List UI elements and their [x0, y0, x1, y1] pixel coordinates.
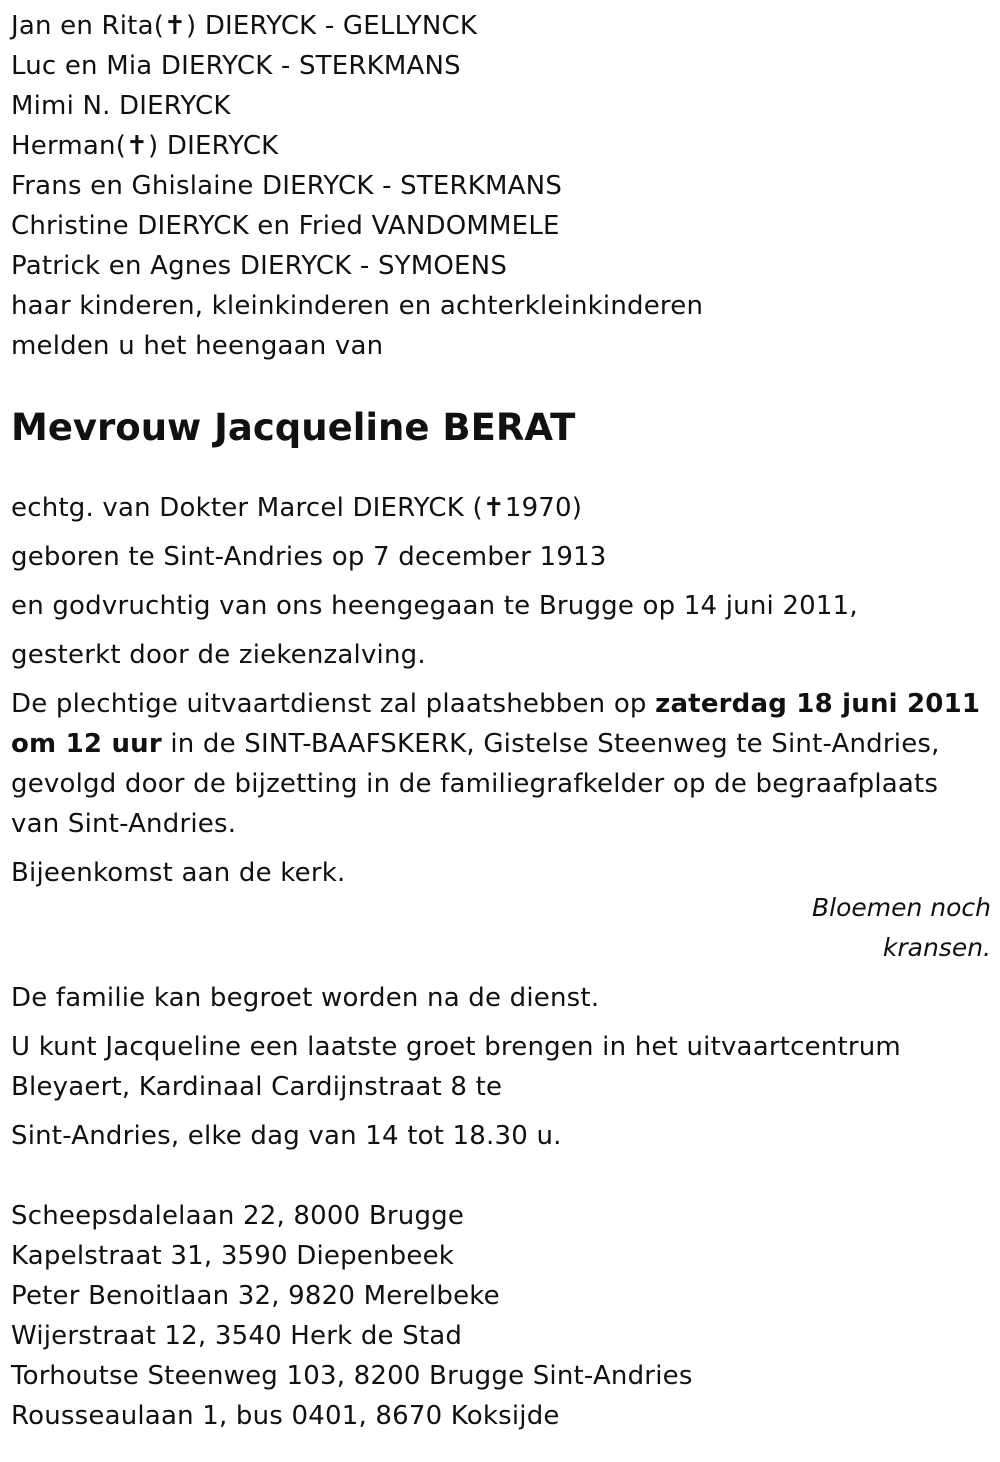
funeral-intro: De plechtige uitvaartdienst zal plaatshebben op [11, 689, 656, 719]
visitation-line-3: Sint-Andries, elke dag van 14 tot 18.30 u. [11, 1121, 562, 1151]
visitation-line-2: Bleyaert, Kardinaal Cardijnstraat 8 te [11, 1072, 503, 1102]
addresses-list [11, 1196, 991, 1436]
address-line: Peter Benoitlaan 32, 9820 Merelbeke [11, 1281, 500, 1311]
announcers-list [11, 6, 991, 366]
deceased-name: Mevrouw Jacqueline BERAT [11, 406, 576, 449]
burial-line-1: gevolgd door de bijzetting in de familiegrafkelder op de begraafplaats [11, 769, 939, 799]
announcer-line: Frans en Ghislaine DIERYCK - STERKMANS [11, 171, 563, 201]
passing-line: en godvruchtig van ons heengegaan te Brugge op 14 juni 2011, [11, 591, 858, 621]
address-line: Torhoutse Steenweg 103, 8200 Brugge Sint-Andries [11, 1361, 693, 1391]
funeral-time: om 12 uur [11, 729, 162, 759]
announcer-line: melden u het heengaan van [11, 331, 384, 361]
sacrament-line: gesterkt door de ziekenzalving. [11, 640, 426, 670]
announcer-line: Herman(✝) DIERYCK [11, 131, 279, 161]
announcer-line: Mimi N. DIERYCK [11, 91, 231, 121]
announcer-line: Patrick en Agnes DIERYCK - SYMOENS [11, 251, 508, 281]
funeral-date: zaterdag 18 juni 2011 [655, 689, 981, 719]
visitation-paragraph [11, 1027, 991, 1107]
flowers-line-2: kransen. [882, 933, 991, 962]
address-line: Rousseaulaan 1, bus 0401, 8670 Koksijde [11, 1401, 560, 1431]
funeral-paragraph [11, 684, 991, 844]
announcer-line: Luc en Mia DIERYCK - STERKMANS [11, 51, 461, 81]
announcer-line: Christine DIERYCK en Fried VANDOMMELE [11, 211, 560, 241]
address-line: Wijerstraat 12, 3540 Herk de Stad [11, 1321, 463, 1351]
obituary-document [11, 6, 991, 1436]
burial-line-2: van Sint-Andries. [11, 809, 237, 839]
spouse-line: echtg. van Dokter Marcel DIERYCK (✝1970) [11, 493, 583, 523]
gathering-line: Bijeenkomst aan de kerk. [11, 858, 346, 888]
flowers-note [11, 888, 991, 968]
visitation-line-1: U kunt Jacqueline een laatste groet brengen in het uitvaartcentrum [11, 1032, 901, 1062]
flowers-line-1: Bloemen noch [811, 893, 991, 922]
address-line: Kapelstraat 31, 3590 Diepenbeek [11, 1241, 455, 1271]
address-line: Scheepsdalelaan 22, 8000 Brugge [11, 1201, 465, 1231]
announcer-line: Jan en Rita(✝) DIERYCK - GELLYNCK [11, 11, 478, 41]
birth-line: geboren te Sint-Andries op 7 december 1913 [11, 542, 607, 572]
announcer-line: haar kinderen, kleinkinderen en achterkleinkinderen [11, 291, 704, 321]
condolences-line: De familie kan begroet worden na de dienst. [11, 983, 600, 1013]
funeral-place: in de SINT-BAAFSKERK, Gistelse Steenweg te Sint-Andries, [161, 729, 940, 759]
